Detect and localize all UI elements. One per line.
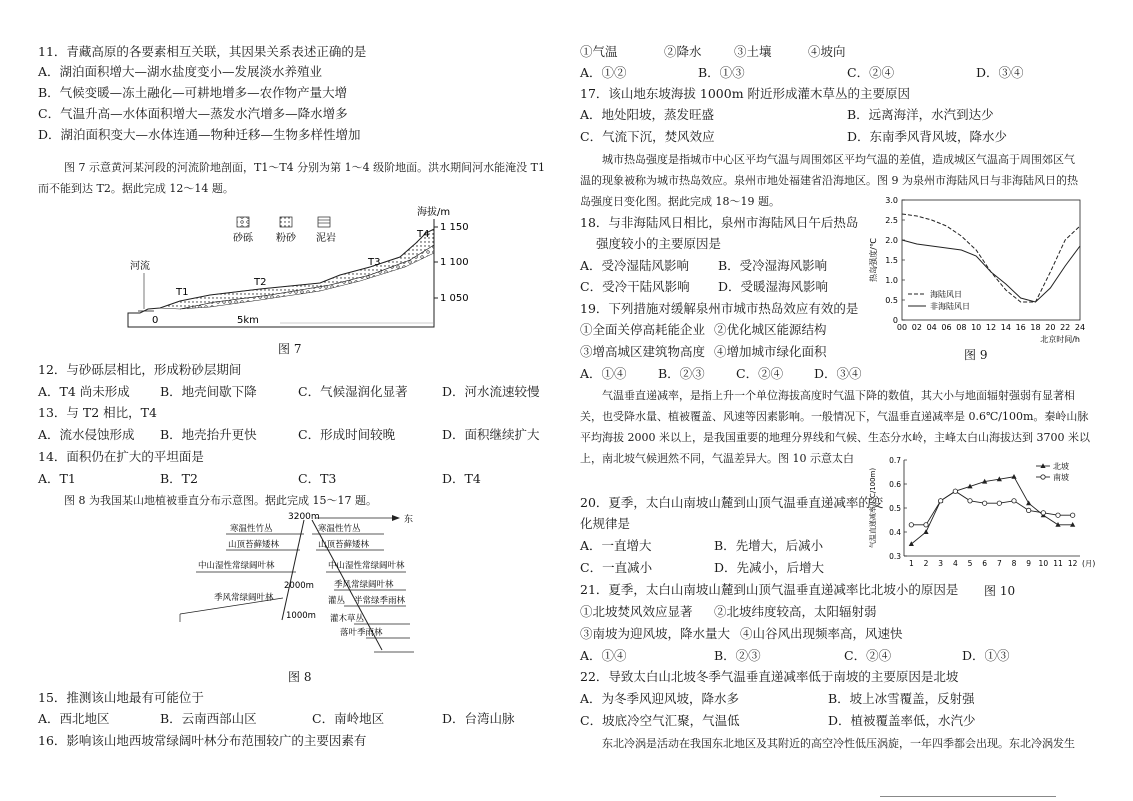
q20-option-d: D．先减小，后增大 <box>714 560 825 575</box>
q14-option-b: B．T2 <box>160 471 198 486</box>
intro10-line3: 平均海拔 2000 米以上，是我国重要的地理分界线和气候、生态分水岭，主峰太白山海拔达到 3700 米以 <box>580 431 1090 444</box>
q16-stem: 16．影响该山地西坡常绿阔叶林分布范围较广的主要因素有 <box>38 733 367 748</box>
intro8: 图 8 为我国某山地植被垂直分布示意图。据此完成 15～17 题。 <box>64 494 377 507</box>
intro9-line3: 岛强度日变化图。据此完成 18～19 题。 <box>580 195 780 208</box>
fig9-series-line-1 <box>902 214 1080 302</box>
q16-item-1: ①气温 <box>580 44 618 59</box>
q20-option-a: A．一直增大 <box>580 538 652 553</box>
fig9-x-tick-label: 20 <box>1045 323 1056 332</box>
fig9-x-tick-label: 06 <box>941 323 952 332</box>
fig9-y-tick-label: 1.0 <box>885 276 898 285</box>
fig9-x-tick-label: 18 <box>1030 323 1041 332</box>
fig9-y-tick-label: 0.5 <box>885 296 898 305</box>
fig9-x-tick-label: 10 <box>971 323 982 332</box>
fig9-x-tick-label: 04 <box>926 323 937 332</box>
intro10-line4: 上，南北坡气候迥然不同，气温差异大。图 10 示意太白 <box>580 452 854 465</box>
fig9-legend-label-2: 非海陆风日 <box>930 302 970 311</box>
q15-stem: 15．推测该山地最有可能位于 <box>38 690 204 705</box>
fig8-east-label-7: 灌木草丛 <box>330 614 365 624</box>
q17-stem: 17．该山地东坡海拔 1000m 附近形成灌木草丛的主要原因 <box>580 86 911 101</box>
q15-option-a: A．西北地区 <box>38 711 110 726</box>
q17-option-d: D．东南季风背风坡，降水少 <box>847 129 1008 144</box>
fig10-x-tick-label: 4 <box>952 559 958 568</box>
fig7-tick-1100: 1 100 <box>440 257 469 268</box>
fig7-t1-label: T1 <box>176 287 189 298</box>
fig10-x-tick-label: 3 <box>938 559 944 568</box>
fig9-legend-label-1: 海陆风日 <box>930 290 962 299</box>
fig9-y-tick-label: 2.5 <box>885 216 898 225</box>
fig10-y-tick-label: 0.3 <box>889 552 901 561</box>
fig10-legend-label-2: 南坡 <box>1053 473 1069 482</box>
fig10-x-tick-label: 11 <box>1053 559 1063 568</box>
fig10-x-tick-label: 6 <box>982 559 988 568</box>
fig10-point-南坡 <box>1026 508 1030 512</box>
fig9-x-tick-label: 02 <box>911 323 922 332</box>
fig8-east-label: 东 <box>404 515 414 525</box>
silt-legend-icon <box>280 217 292 227</box>
page-footer-line <box>880 796 1056 801</box>
q15-option-b: B．云南西部山区 <box>160 711 257 726</box>
fig8-east-label-1: 寒温性竹丛 <box>318 524 361 534</box>
q19-option-c: C．②④ <box>736 366 784 381</box>
figure-7-caption: 图 7 <box>278 342 302 356</box>
fig7-tick-1050: 1 050 <box>440 293 469 304</box>
q21-item-2: ②北坡纬度较高，太阳辐射弱 <box>714 604 877 619</box>
fig8-east-label-4: 季风常绿阔叶林 <box>334 580 394 590</box>
fig9-x-tick-label: 16 <box>1015 323 1026 332</box>
fig10-legend-marker-2 <box>1041 475 1045 479</box>
fig9-y-axis-label: 热岛强度/℃ <box>869 238 878 282</box>
q18-option-b: B．受冷湿海风影响 <box>718 258 828 273</box>
q12-option-b: B．地壳间歇下降 <box>160 384 257 399</box>
q21-option-a: A．①④ <box>580 648 627 663</box>
q21-option-d: D．①③ <box>962 648 1010 663</box>
legend-gravel: 砂砾 <box>233 233 253 244</box>
fig9-plot-frame <box>902 200 1080 320</box>
fig10-point-南坡 <box>909 523 913 527</box>
figure-8 <box>170 510 430 660</box>
q18-stem-line1: 18．与非海陆风日相比，泉州市海陆风日午后热岛 <box>580 215 859 230</box>
fig10-series-line-2 <box>911 491 1072 525</box>
q16-item-4: ④坡向 <box>808 44 846 59</box>
q20-stem-line1: 20．夏季，太白山南坡山麓到山顶气温垂直递减率的变 <box>580 495 884 510</box>
fig8-east-label-2: 山顶苔藓矮林 <box>318 540 370 550</box>
fig9-x-axis-label: 北京时间/h <box>1040 335 1080 344</box>
q22-option-b: B．坡上冰雪覆盖，反射强 <box>828 691 975 706</box>
fig10-point-南坡 <box>924 523 928 527</box>
figure-7 <box>120 205 480 335</box>
figure-10-caption: 图 10 <box>984 584 1016 598</box>
intro-last: 东北冷涡是活动在我国东北地区及其附近的高空冷性低压涡旋，一年四季都会出现。东北冷涡发生 <box>602 737 1075 750</box>
q20-stem-line2: 化规律是 <box>580 516 631 531</box>
q12-option-c: C．气候湿润化显著 <box>298 384 408 399</box>
gravel-legend-icon <box>237 217 249 227</box>
q13-option-b: B．地壳抬升更快 <box>160 427 257 442</box>
q11-option-c: C．气温升高—水体面积增大—蒸发水汽增多—降水增多 <box>38 106 348 121</box>
q19-option-d: D．③④ <box>814 366 862 381</box>
fig8-low-height: 1000m <box>286 611 316 621</box>
fig7-axis-title: 海拔/m <box>417 207 451 218</box>
figure-9-caption: 图 9 <box>964 348 988 362</box>
q21-option-b: B．②③ <box>714 648 761 663</box>
fig10-point-南坡 <box>1056 513 1060 517</box>
fig10-x-tick-label: 1 <box>908 559 914 568</box>
q21-option-c: C．②④ <box>844 648 892 663</box>
q19-option-b: B．②③ <box>658 366 705 381</box>
figure-8-caption: 图 8 <box>288 670 312 684</box>
intro9-line2: 温的现象被称为城市热岛效应。泉州市地处福建省沿海地区。图 9 为泉州市海陆风日与非海陆风日的热 <box>580 174 1078 187</box>
fig10-point-南坡 <box>1070 513 1074 517</box>
fig10-point-南坡 <box>997 501 1001 505</box>
q13-option-c: C．形成时间较晚 <box>298 427 396 442</box>
fig10-y-axis-label: 气温直递减率/(℃/100m) <box>869 467 877 549</box>
fig10-x-tick-label: 7 <box>996 559 1002 568</box>
fig10-series-line-1 <box>911 477 1072 544</box>
fig7-t3-label: T3 <box>368 257 381 268</box>
intro10-line1: 气温垂直递减率，是指上升一个单位海拔高度时气温下降的数值，其大小与地面辐射强弱有显著相 <box>602 389 1075 402</box>
q19-item-2: ②优化城区能源结构 <box>714 322 827 337</box>
q21-stem: 21．夏季，太白山南坡山麓到山顶气温垂直递减率比北坡小的原因是 <box>580 582 959 597</box>
fig8-west-label-4: 季风常绿阔叶林 <box>214 593 274 603</box>
fig10-y-tick-label: 0.5 <box>889 504 901 513</box>
q21-item-4: ④山谷风出现频率高，风速快 <box>740 626 903 641</box>
q11-option-d: D．湖泊面积变大—水体连通—物种迁移—生物多样性增加 <box>38 127 361 142</box>
fig7-zero-label: 0 <box>152 315 159 326</box>
fig10-x-axis-label: (月) <box>1082 559 1096 568</box>
q22-option-c: C．坡底冷空气汇聚，气温低 <box>580 713 740 728</box>
fig8-top-height: 3200m <box>288 512 320 522</box>
fig10-point-南坡 <box>1041 511 1045 515</box>
fig10-legend-label-1: 北坡 <box>1053 462 1069 471</box>
fig9-y-tick-label: 3.0 <box>885 196 898 205</box>
fig7-distance-label: 5km <box>237 315 259 326</box>
q16-item-3: ③土壤 <box>734 44 772 59</box>
fig10-point-北坡 <box>1011 474 1016 479</box>
q21-item-1: ①北坡焚风效应显著 <box>580 604 693 619</box>
q17-option-b: B．远离海洋，水汽到达少 <box>847 107 994 122</box>
fig10-x-tick-label: 5 <box>967 559 973 568</box>
q20-option-b: B．先增大，后减小 <box>714 538 824 553</box>
q16-option-b: B．①③ <box>698 65 745 80</box>
fig10-point-北坡 <box>923 529 928 534</box>
fig7-river-label: 河流 <box>130 261 150 272</box>
q16-option-d: D．③④ <box>976 65 1024 80</box>
q16-item-2: ②降水 <box>664 44 702 59</box>
q21-item-3: ③南坡为迎风坡，降水量大 <box>580 626 731 641</box>
q19-item-3: ③增高城区建筑物高度 <box>580 344 706 359</box>
q14-stem: 14．面积仍在扩大的平坦面是 <box>38 449 204 464</box>
fig7-t2-label: T2 <box>254 277 267 288</box>
q18-stem-line2: 强度较小的主要原因是 <box>596 236 722 251</box>
fig8-east-label-3: 中山湿性常绿阔叶林 <box>328 561 405 571</box>
q20-option-c: C．一直减小 <box>580 560 653 575</box>
fig10-point-南坡 <box>953 489 957 493</box>
fig9-x-tick-label: 08 <box>956 323 967 332</box>
fig10-point-南坡 <box>938 499 942 503</box>
fig10-point-北坡 <box>909 541 914 546</box>
fig8-mid-height: 2000m <box>284 581 314 591</box>
fig10-x-tick-label: 2 <box>923 559 929 568</box>
fig9-y-tick-label: 1.5 <box>885 256 898 265</box>
q19-option-a: A．①④ <box>580 366 627 381</box>
fig8-east-label-5: 灌丛 <box>328 596 346 606</box>
fig9-x-tick-label: 22 <box>1060 323 1071 332</box>
mudstone-legend-icon <box>318 217 330 227</box>
fig8-west-label-3: 中山湿性常绿阔叶林 <box>198 561 275 571</box>
fig9-y-tick-label: 2.0 <box>885 236 898 245</box>
intro7-line2: 而不能到达 T2。据此完成 12～14 题。 <box>38 182 234 195</box>
q18-option-d: D．受暖湿海风影响 <box>718 279 829 294</box>
q14-option-c: C．T3 <box>298 471 337 486</box>
q17-option-a: A．地处阳坡，蒸发旺盛 <box>580 107 715 122</box>
fig8-west-label-1: 寒温性竹丛 <box>230 524 273 534</box>
fig9-y-tick-label: 0 <box>892 316 898 325</box>
fig10-point-北坡 <box>1026 500 1031 505</box>
fig8-west-label-2: 山顶苔藓矮林 <box>228 540 280 550</box>
figure-10-chart <box>866 454 1096 574</box>
fig10-x-tick-label: 9 <box>1026 559 1032 568</box>
q15-option-c: C．南岭地区 <box>312 711 385 726</box>
fig10-point-南坡 <box>1012 499 1016 503</box>
fig9-x-tick-label: 00 <box>896 323 908 332</box>
fig10-point-南坡 <box>968 499 972 503</box>
fig9-x-tick-label: 14 <box>1000 323 1011 332</box>
fig10-x-tick-label: 10 <box>1038 559 1049 568</box>
intro7-line1: 图 7 示意黄河某河段的河流阶地剖面，T1～T4 分别为第 1～4 级阶地面。洪水期间河水能淹没 T1 <box>64 161 545 174</box>
fig8-east-label-6: 半常绿季雨林 <box>354 596 406 606</box>
q19-item-1: ①全面关停高耗能企业 <box>580 322 706 337</box>
fig8-east-label-8: 落叶季雨林 <box>340 628 383 638</box>
q14-option-a: A．T1 <box>38 471 76 486</box>
q15-option-d: D．台湾山脉 <box>442 711 515 726</box>
intro10-line2: 关，也受降水量、植被覆盖、风速等因素影响。一般情况下，气温垂直递减率是 0.6℃/100m。秦岭山脉 <box>580 410 1089 423</box>
fig9-series-line-2 <box>902 240 1080 302</box>
q13-option-a: A．流水侵蚀形成 <box>38 427 135 442</box>
q13-option-d: D．面积继续扩大 <box>442 427 540 442</box>
fig10-point-南坡 <box>982 501 986 505</box>
fig10-x-tick-label: 12 <box>1067 559 1078 568</box>
q11-option-a: A．湖泊面积增大—湖水盐度变小—发展淡水养殖业 <box>38 64 323 79</box>
intro9-line1: 城市热岛强度是指城市中心区平均气温与周围郊区平均气温的差值，造成城区气温高于周围郊区气 <box>602 153 1075 166</box>
fig10-y-tick-label: 0.6 <box>889 480 901 489</box>
fig10-x-tick-label: 8 <box>1011 559 1017 568</box>
q13-stem: 13．与 T2 相比，T4 <box>38 405 157 420</box>
fig7-t4-label: T4 <box>417 229 430 240</box>
q12-option-d: D．河水流速较慢 <box>442 384 540 399</box>
q12-option-a: A．T4 尚未形成 <box>38 384 130 399</box>
figure-9-chart <box>866 194 1090 346</box>
fig7-tick-1150: 1 150 <box>440 222 469 233</box>
fig10-y-tick-label: 0.7 <box>889 456 901 465</box>
fig10-y-tick-label: 0.4 <box>889 528 901 537</box>
q11-option-b: B．气候变暖—冻土融化—可耕地增多—农作物产量大增 <box>38 85 348 100</box>
q11-stem: 11．青藏高原的各要素相互关联，其因果关系表述正确的是 <box>38 44 367 59</box>
q22-stem: 22．导致太白山北坡冬季气温垂直递减率低于南坡的主要原因是北坡 <box>580 669 959 684</box>
q16-option-a: A．①② <box>580 65 627 80</box>
q16-option-c: C．②④ <box>847 65 895 80</box>
q14-option-d: D．T4 <box>442 471 481 486</box>
q18-option-a: A．受冷湿陆风影响 <box>580 258 690 273</box>
q19-item-4: ④增加城市绿化面积 <box>714 344 827 359</box>
fig9-x-tick-label: 12 <box>985 323 997 332</box>
q19-stem: 19．下列措施对缓解泉州市城市热岛效应有效的是 <box>580 301 859 316</box>
q18-option-c: C．受冷干陆风影响 <box>580 279 690 294</box>
fig9-x-tick-label: 24 <box>1074 323 1086 332</box>
q17-option-c: C．气流下沉，焚风效应 <box>580 129 715 144</box>
q22-option-a: A．为冬季风迎风坡，降水多 <box>580 691 740 706</box>
legend-mudstone: 泥岩 <box>316 233 336 244</box>
legend-silt: 粉砂 <box>276 233 296 244</box>
q12-stem: 12．与砂砾层相比，形成粉砂层期间 <box>38 362 242 377</box>
q22-option-d: D．植被覆盖率低，水汽少 <box>828 713 976 728</box>
